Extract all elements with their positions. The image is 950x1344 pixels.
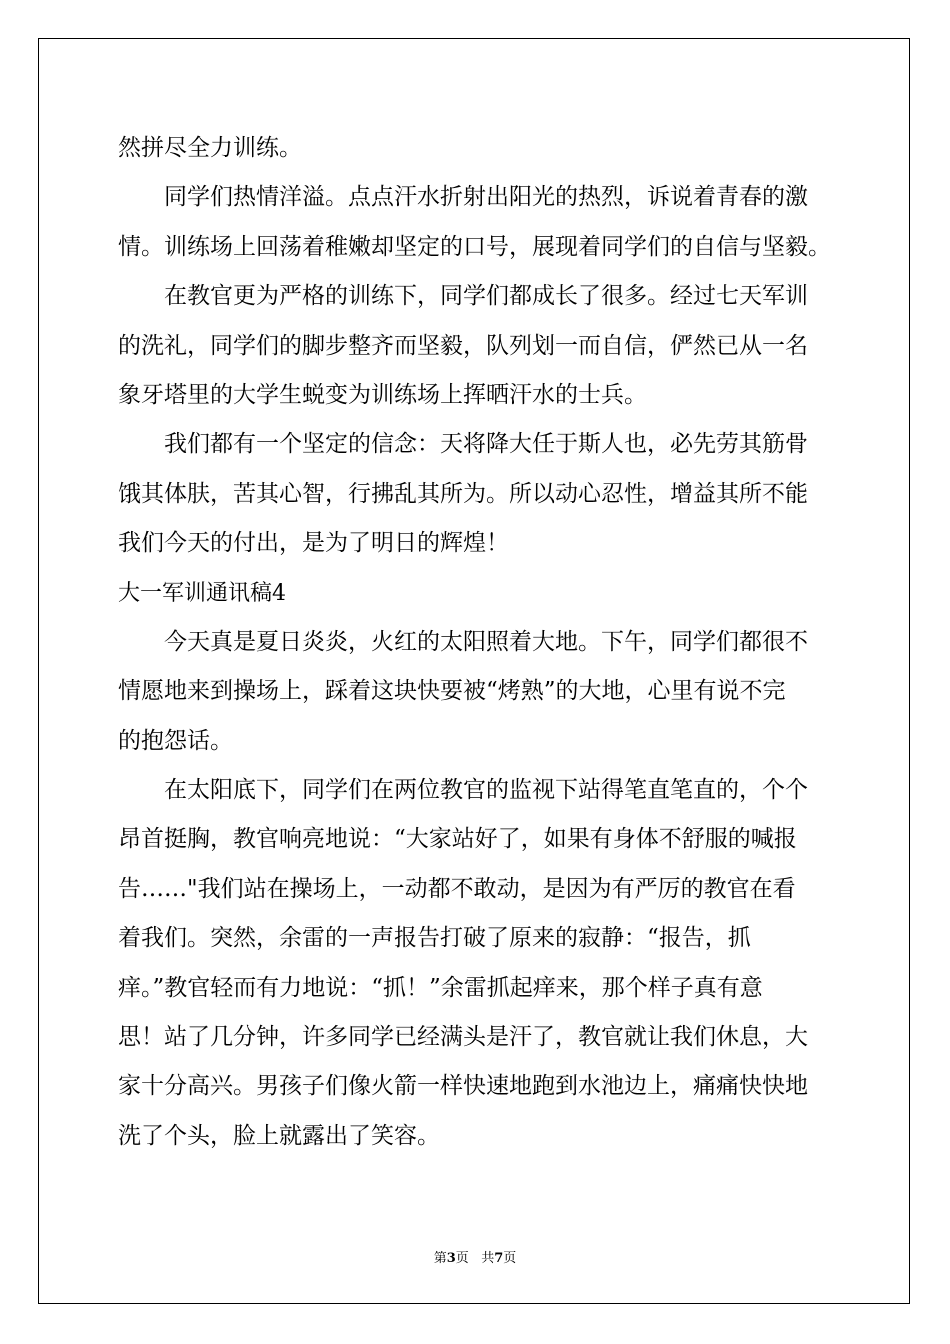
text-line: 同学们热情洋溢。点点汗水折射出阳光的热烈，诉说着青春的激: [164, 184, 808, 211]
text-line: 的洗礼，同学们的脚步整齐而坚毅，队列划一而自信，俨然已从一名: [118, 332, 808, 359]
text-line: 情。训练场上回荡着稚嫩却坚定的口号，展现着同学们的自信与坚毅。: [118, 233, 831, 260]
document-body: [118, 124, 834, 1161]
text-line: 然拼尽全力训练。: [118, 135, 302, 161]
text-line: 在太阳底下，同学们在两位教官的监视下站得笔直笔直的，个个: [164, 777, 808, 804]
text-line: 着我们。突然，余雷的一声报告打破了原来的寂静：“报告，抓: [118, 925, 751, 952]
text-line: 昂首挺胸，教官响亮地说：“大家站好了，如果有身体不舒服的喊报: [118, 826, 797, 853]
text-line: 饿其体肤，苦其心智，行拂乱其所为。所以动心忍性，增益其所不能: [118, 480, 808, 507]
text-line: 我们今天的付出，是为了明日的辉煌！: [118, 530, 509, 557]
page-footer: [0, 1247, 950, 1266]
text-line: 我们都有一个坚定的信念：天将降大任于斯人也，必先劳其筋骨: [164, 431, 808, 458]
text-line: 洗了个头，脸上就露出了笑容。: [118, 1122, 440, 1149]
page-current: 3: [446, 1251, 456, 1266]
text-line: 在教官更为严格的训练下，同学们都成长了很多。经过七天军训: [164, 283, 808, 310]
text-line: 今天真是夏日炎炎，火红的太阳照着大地。下午，同学们都很不: [164, 628, 808, 655]
text-line: 家十分高兴。男孩子们像火箭一样快速地跑到水池边上，痛痛快快地: [118, 1073, 808, 1100]
text-line: 痒。”教官轻而有力地说：“抓！”余雷抓起痒来，那个样子真有意: [118, 974, 763, 1001]
text-line: 象牙塔里的大学生蜕变为训练场上挥晒汗水的士兵。: [118, 381, 647, 408]
text-line: 的抱怨话。: [118, 727, 233, 754]
section-heading: 大一军训通讯稿4: [118, 580, 286, 606]
page-prefix: 第: [433, 1251, 447, 1266]
text-line: 思！站了几分钟，许多同学已经满头是汗了，教官就让我们休息，大: [118, 1024, 808, 1051]
text-line: 告……"我们站在操场上，一动都不敢动，是因为有严厉的教官在看: [118, 875, 796, 902]
page-mid: 页 共: [455, 1251, 495, 1266]
page-suffix: 页: [503, 1251, 517, 1266]
page-total: 7: [494, 1251, 504, 1266]
text-line: 情愿地来到操场上，踩着这块快要被“烤熟”的大地，心里有说不完: [118, 678, 786, 705]
